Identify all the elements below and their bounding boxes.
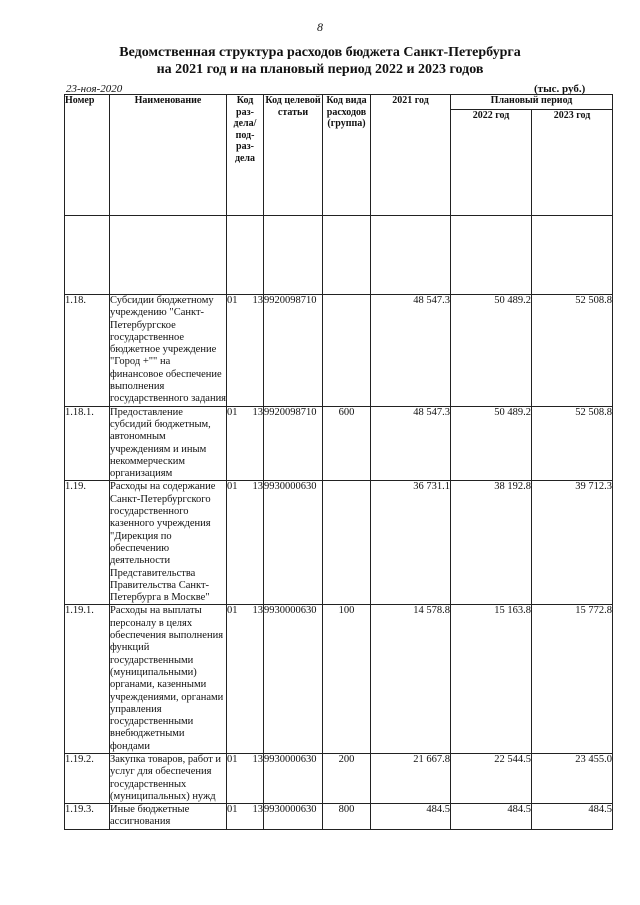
table-row — [65, 804, 613, 830]
row-amount-2022: 50 489.2 — [451, 295, 532, 407]
row-subsection: 13 — [252, 406, 263, 418]
document-date: 23-ноя-2020 — [66, 83, 123, 95]
table-row — [65, 481, 613, 605]
document-title — [0, 44, 640, 78]
row-amount-2021: 14 578.8 — [371, 605, 451, 754]
header-section-code: Код раз-дела/ под-раз-дела — [227, 95, 264, 216]
row-target-code: 9930000630 — [264, 804, 323, 830]
row-section-code — [227, 804, 264, 830]
header-year-2022: 2022 год — [451, 110, 532, 216]
row-expense-type — [323, 481, 371, 605]
table-row — [65, 295, 613, 407]
row-name: Иные бюджетные ассигнования — [110, 804, 227, 830]
row-amount-2023: 52 508.8 — [532, 295, 613, 407]
header-year-2021: 2021 год — [371, 95, 451, 216]
row-target-code: 9920098710 — [264, 295, 323, 407]
row-amount-2023: 23 455.0 — [532, 753, 613, 803]
row-subsection: 13 — [252, 295, 263, 306]
row-number: 1.19.2. — [65, 753, 110, 803]
row-amount-2021: 36 731.1 — [371, 481, 451, 605]
row-name: Субсидии бюджетному учреждению "Санкт-Петербургское государственное бюджетное учреждение "Город +"" на финансовое обеспечение выполнения государственного задания — [110, 295, 227, 405]
row-target-code: 9930000630 — [264, 481, 323, 605]
units-label: (тыс. руб.) — [534, 83, 586, 95]
row-name: Расходы на содержание Санкт-Петербургского государственного казенного учреждения "Дирекция по обеспечению деятельности Представительства Правительства Санкт-Петербурга в Москве" — [110, 481, 227, 605]
row-subsection: 13 — [252, 605, 263, 617]
title-line-1: Ведомственная структура расходов бюджета Санкт-Петербурга — [119, 45, 521, 60]
header-number: Номер — [65, 95, 110, 216]
header-name: Наименование — [110, 95, 227, 216]
table-body — [65, 216, 613, 830]
row-name: Закупка товаров, работ и услуг для обеспечения государственных (муниципальных) нужд — [110, 753, 227, 803]
row-number: 1.19.1. — [65, 605, 110, 754]
row-amount-2021: 21 667.8 — [371, 753, 451, 803]
row-number: 1.19.3. — [65, 804, 110, 830]
row-amount-2021: 48 547.3 — [371, 406, 451, 481]
row-section-code — [227, 481, 264, 605]
row-amount-2022: 50 489.2 — [451, 406, 532, 481]
header-target-code: Код целевой статьи — [264, 95, 323, 216]
row-number: 1.18.1. — [65, 406, 110, 481]
row-target-code: 9930000630 — [264, 605, 323, 754]
header-planned-period: Плановый период — [451, 95, 613, 110]
row-section: 01 — [227, 753, 238, 765]
row-section-code — [227, 295, 264, 407]
row-expense-type: 100 — [323, 605, 371, 754]
row-expense-type: 600 — [323, 406, 371, 481]
row-amount-2023: 484.5 — [532, 804, 613, 830]
table-row — [65, 605, 613, 754]
row-expense-type — [323, 295, 371, 407]
row-amount-2023: 39 712.3 — [532, 481, 613, 605]
row-section-code — [227, 753, 264, 803]
row-section: 01 — [227, 406, 238, 418]
row-amount-2021: 484.5 — [371, 804, 451, 830]
row-subsection: 13 — [252, 481, 263, 493]
table-row — [65, 753, 613, 803]
row-name: Расходы на выплаты персоналу в целях обеспечения выполнения функций государственными (муниципальными) органами, казенными учреждениями, органами управления государственными внебюджетными фондами — [110, 605, 227, 754]
row-expense-type: 800 — [323, 804, 371, 830]
spacer-row — [65, 216, 613, 295]
row-section-code — [227, 406, 264, 481]
row-amount-2022: 38 192.8 — [451, 481, 532, 605]
row-target-code: 9930000630 — [264, 753, 323, 803]
table-row — [65, 406, 613, 481]
row-section: 01 — [227, 481, 238, 493]
header-expense-type-code: Код вида расходов (группа) — [323, 95, 371, 216]
row-section: 01 — [227, 295, 238, 306]
row-subsection: 13 — [252, 804, 263, 816]
budget-table — [64, 94, 613, 830]
title-line-2: на 2021 год и на плановый период 2022 и 2023 годов — [156, 62, 484, 77]
row-section: 01 — [227, 605, 238, 617]
row-amount-2022: 484.5 — [451, 804, 532, 830]
row-amount-2023: 15 772.8 — [532, 605, 613, 754]
row-name: Предоставление субсидий бюджетным, автономным учреждениям и иным некоммерческим организациям — [110, 406, 227, 481]
row-amount-2022: 22 544.5 — [451, 753, 532, 803]
row-amount-2023: 52 508.8 — [532, 406, 613, 481]
row-number: 1.19. — [65, 481, 110, 605]
row-section: 01 — [227, 804, 238, 816]
row-number: 1.18. — [65, 295, 110, 407]
row-subsection: 13 — [252, 753, 263, 765]
row-amount-2022: 15 163.8 — [451, 605, 532, 754]
row-section-code — [227, 605, 264, 754]
header-year-2023: 2023 год — [532, 110, 613, 216]
row-target-code: 9920098710 — [264, 406, 323, 481]
row-expense-type: 200 — [323, 753, 371, 803]
row-amount-2021: 48 547.3 — [371, 295, 451, 407]
page-number: 8 — [317, 20, 323, 34]
